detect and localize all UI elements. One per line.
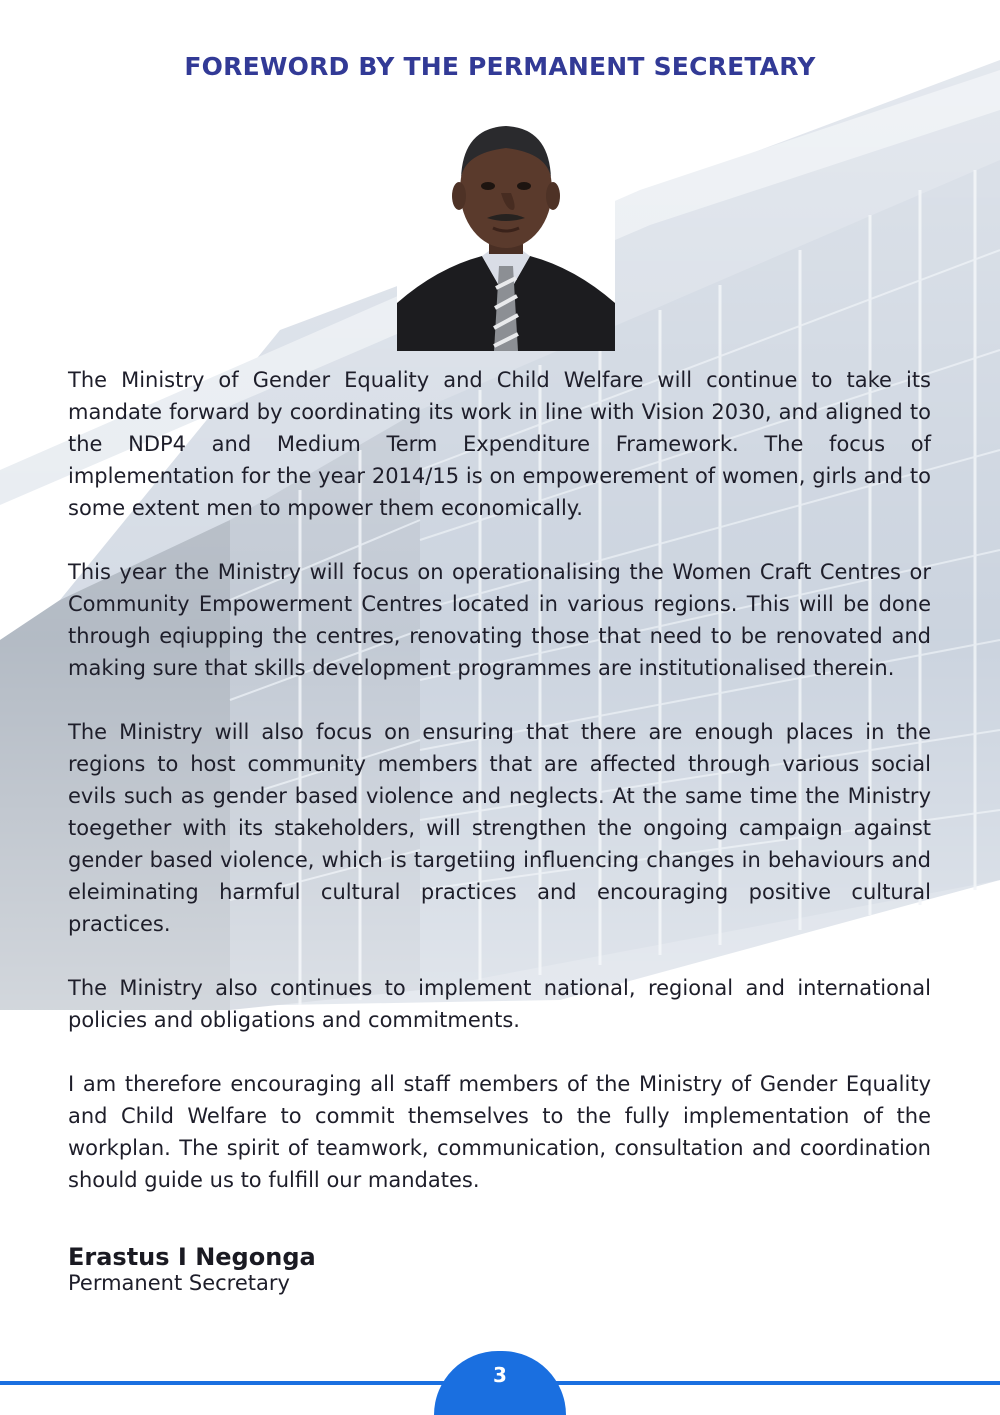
foreword-body (68, 364, 931, 1228)
signatory-name: Erastus I Negonga (68, 1243, 316, 1271)
paragraph-4: The Ministry also continues to implement national, regional and international policies and obligations and commitments. (68, 976, 931, 1032)
paragraph-2: This year the Ministry will focus on operationalising the Women Craft Centres or Community Empowerment Centres located in various regions. This will be done through eqiupping the centres, renovating those that need to be renovated and making sure that skills development programmes are institutionalised therein. (68, 560, 931, 680)
paragraph-3: The Ministry will also focus on ensuring that there are enough places in the regions to host community members that are affected through various social evils such as gender based violence and neglects. At the same time the Ministry toegether with its stakeholders, will strengthen the ongoing campaign against gender based violence, which is targetiing influencing changes in behaviours and eleiminating harmful cultural practices and encouraging positive cultural practices. (68, 720, 931, 936)
page-number: 3 (493, 1363, 507, 1387)
portrait-illustration (397, 98, 615, 351)
paragraph-5: I am therefore encouraging all staff members of the Ministry of Gender Equality and Child Welfare to commit themselves to the fully implementation of the workplan. The spirit of teamwork, communication, consultation and coordination should guide us to fulfill our mandates. (68, 1072, 931, 1192)
signatory-title: Permanent Secretary (68, 1271, 290, 1295)
paragraph-1: The Ministry of Gender Equality and Child Welfare will continue to take its mandate forward by coordinating its work in line with Vision 2030, and aligned to the NDP4 and Medium Term Expenditure Framework. The focus of implementation for the year 2014/15 is on empowerement of women, girls and to some extent men to mpower them economically. (68, 368, 931, 520)
portrait-photo (397, 98, 615, 351)
page-title: FOREWORD BY THE PERMANENT SECRETARY (184, 52, 816, 81)
